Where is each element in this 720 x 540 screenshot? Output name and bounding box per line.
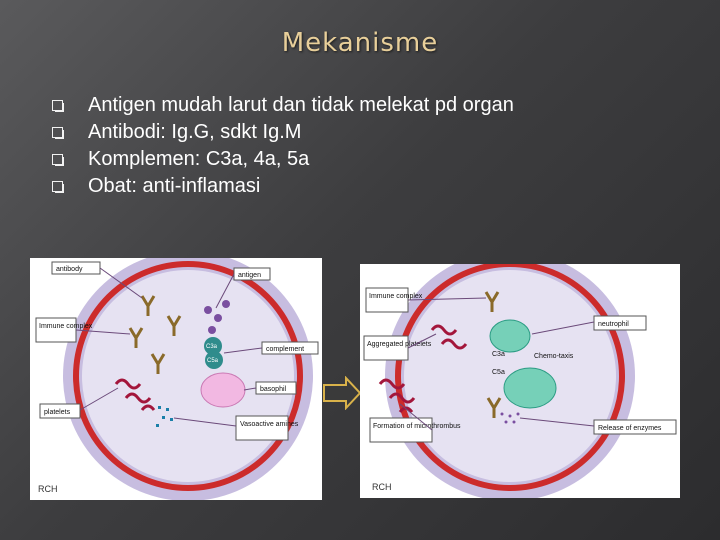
neutrophil-cell <box>504 368 556 408</box>
vasoactive-label: Vasoactive amines <box>240 421 299 428</box>
microthrombus-label: Formation of microthrombus <box>373 423 461 430</box>
square-bullet-icon <box>52 154 63 165</box>
vessel-lumen <box>82 270 294 482</box>
right-credit: RCH <box>372 482 392 492</box>
right-diagram <box>360 264 680 498</box>
immune-complex-label: Immune complex <box>39 323 93 330</box>
bullet-item <box>52 119 514 146</box>
right-arrow-icon <box>322 376 362 410</box>
aggregated-label: Aggregated platelets <box>367 341 432 348</box>
label-box <box>366 288 408 312</box>
enzymes-label: Release of enzymes <box>598 425 662 432</box>
label-box <box>370 418 432 442</box>
left-diagram-panel <box>30 258 322 500</box>
bullet-text: Antibodi: Ig.G, sdkt Ig.M <box>88 121 302 143</box>
left-credit: RCH <box>38 484 58 494</box>
chemotaxis-label: Chemo-taxis <box>534 353 574 360</box>
square-bullet-icon <box>52 100 63 111</box>
bullet-text: Komplemen: C3a, 4a, 5a <box>88 148 310 170</box>
bullet-text: Antigen mudah larut dan tidak melekat pd organ <box>88 94 514 116</box>
antigen-label: antigen <box>238 272 261 279</box>
square-bullet-icon <box>52 181 63 192</box>
c3a-label: C3a <box>206 344 218 350</box>
slide-title: Mekanisme <box>281 28 439 58</box>
bullet-item <box>52 92 514 119</box>
square-bullet-icon <box>52 127 63 138</box>
neutrophil-cell <box>490 320 530 352</box>
neutrophil-label: neutrophil <box>598 321 629 328</box>
bullet-item <box>52 146 514 173</box>
basophil-cell <box>201 373 245 407</box>
bullet-item <box>52 173 514 200</box>
c5a-label: C5a <box>492 369 505 376</box>
right-diagram-panel <box>360 264 680 498</box>
bullet-text: Obat: anti-inflamasi <box>88 175 261 197</box>
complement-label: complement <box>266 346 305 353</box>
left-diagram <box>30 258 322 500</box>
antibody-label: antibody <box>56 266 83 273</box>
basophil-label: basophil <box>260 386 287 393</box>
platelets-label: platelets <box>44 409 71 416</box>
bullet-list <box>52 92 514 200</box>
label-box <box>36 318 76 342</box>
immune-complex-label: Immune complex <box>369 293 423 300</box>
label-box <box>364 336 408 360</box>
c5a-label: C5a <box>207 358 219 364</box>
c3a-label: C3a <box>492 351 505 358</box>
label-box <box>236 416 288 440</box>
